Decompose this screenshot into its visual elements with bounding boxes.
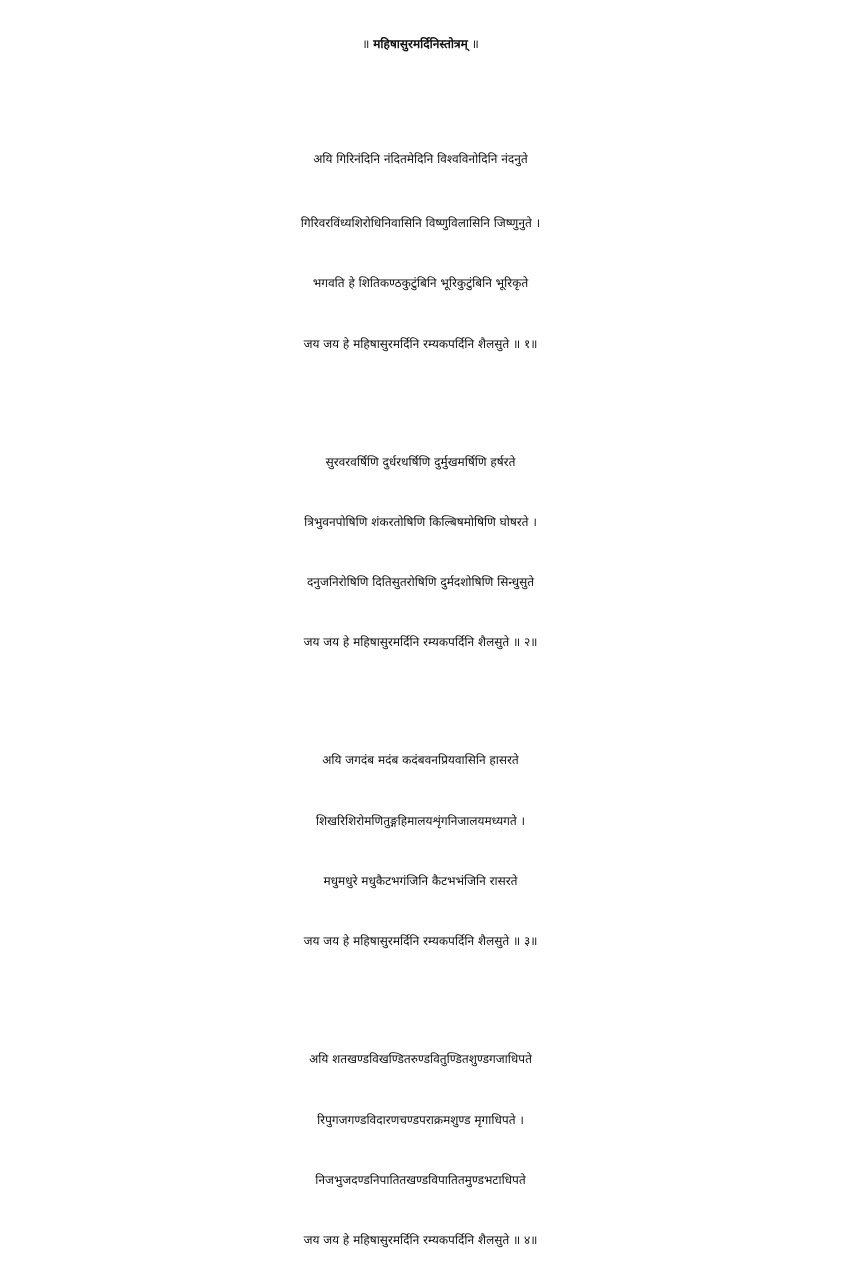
verse-2-line-2: त्रिभुवनपोषिणि शंकरतोषिणि किल्बिषमोषिणि घोषरते । (304, 515, 537, 529)
title-prefix-mark: ॥ (362, 37, 370, 51)
verse-3-line-1: अयि जगदंब मदंब कदंबवनप्रियवासिनि हासरते (322, 753, 519, 767)
verse-4-line-2: रिपुगजगण्डविदारणचण्डपराक्रमशुण्ड मृगाधिपते । (317, 1113, 524, 1127)
verse-2-line-4: जय जय हे महिषासुरमर्दिनि रम्यकपर्दिनि शैलसुते ॥ २॥ (303, 635, 538, 649)
verse-1-line-1: अयि गिरिनंदिनि नंदितमेदिनि विश्वविनोदिनि नंदनुते (313, 152, 528, 166)
title-text: महिषासुरमर्दिनिस्तोत्रम् (373, 37, 468, 51)
verse-1-line-4: जय जय हे महिषासुरमर्दिनि रम्यकपर्दिनि शैलसुते ॥ १॥ (303, 337, 538, 351)
verse-1-line-3: भगवति हे शितिकण्ठकुटुंबिनि भूरिकुटुंबिनि भूरिकृते (312, 276, 529, 290)
verse-4-line-4: जय जय हे महिषासुरमर्दिनि रम्यकपर्दिनि शैलसुते ॥ ४॥ (303, 1233, 538, 1247)
title-suffix-mark: ॥ (471, 37, 479, 51)
page-title (0, 18, 841, 70)
verse-2-line-1: सुरवरवर्षिणि दुर्धरधर्षिणि दुर्मुखमर्षिणि हर्षरते (325, 455, 516, 469)
verse-3-line-4: जय जय हे महिषासुरमर्दिनि रम्यकपर्दिनि शैलसुते ॥ ३॥ (303, 934, 538, 948)
verse-2-line-3: दनुजनिरोषिणि दितिसुतरोषिणि दुर्मदशोषिणि सिन्धुसुते (306, 575, 535, 589)
verse-4-line-1: अयि शतखण्डविखण्डितरुण्डवितुण्डितशुण्डगजाधिपते (309, 1052, 532, 1066)
verse-3-line-2: शिखरिशिरोमणितुङ्गहिमालयशृंगनिजालयमध्यगते । (315, 814, 526, 828)
verse-1-line-2: गिरिवरविंध्यशिरोधिनिवासिनि विष्णुविलासिनि जिष्णुनुते । (300, 216, 541, 230)
verse-4-line-3: निजभुजदण्डनिपातितखण्डविपातितमुण्डभटाधिपते (315, 1173, 526, 1187)
verse-3-line-3: मधुमधुरे मधुकैटभगंजिनि कैटभभंजिनि रासरते (323, 874, 518, 888)
